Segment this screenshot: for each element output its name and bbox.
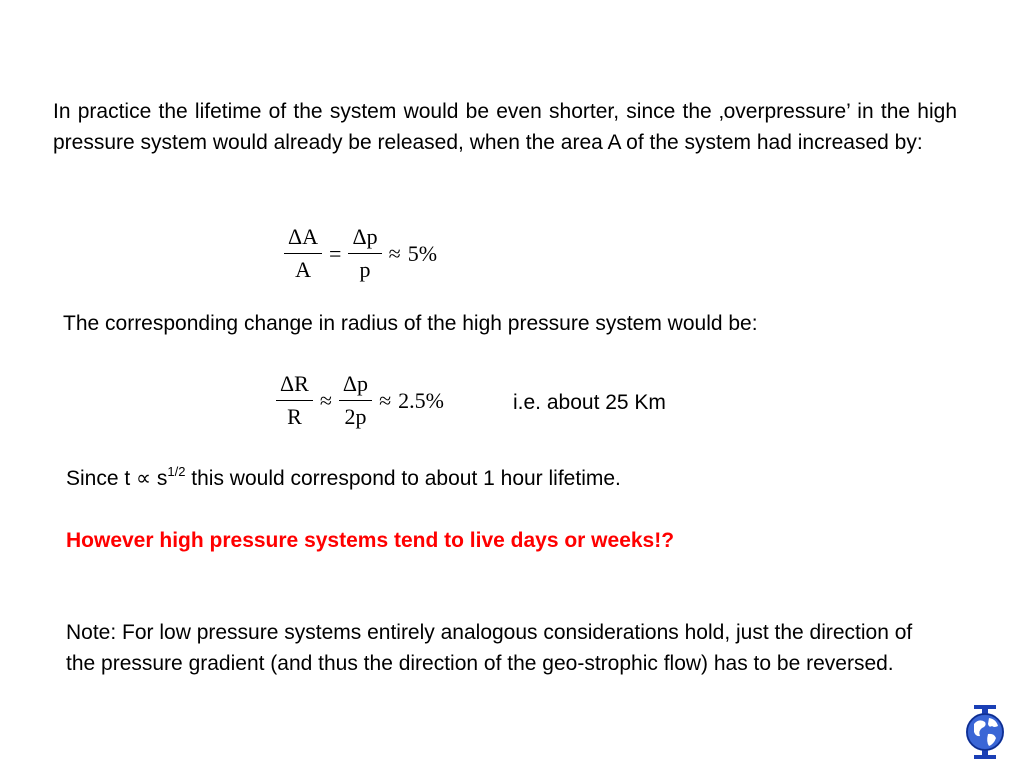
highlight-question: However high pressure systems tend to live days or weeks!? bbox=[66, 529, 675, 552]
area-numerator: ΔA bbox=[284, 224, 322, 254]
pressure-denominator: p bbox=[359, 257, 371, 282]
pressure-numerator: Δp bbox=[348, 224, 381, 254]
note-paragraph: Note: For low pressure systems entirely analogous considerations hold, just the direction of the pressure gradient (and thus the direction of the geo-strophic flow) has to be reversed. bbox=[66, 621, 913, 675]
globe-logo-icon bbox=[960, 704, 1010, 760]
approx-sign-2: ≈ bbox=[379, 387, 392, 413]
exponent: 1/2 bbox=[167, 464, 186, 479]
radius-ratio-equation bbox=[276, 371, 444, 430]
half-pressure-fraction bbox=[339, 371, 372, 430]
approx-sign: ≈ bbox=[319, 387, 332, 413]
area-denominator: A bbox=[295, 257, 311, 282]
equals-sign: = bbox=[329, 240, 342, 266]
radius-fraction bbox=[276, 371, 313, 430]
intro-paragraph: In practice the lifetime of the system would be even shorter, since the ‚overpressure’ in the high pressure system would already be released, when the area A of the system had increased by: bbox=[53, 100, 957, 154]
radius-km-note: i.e. about 25 Km bbox=[513, 391, 666, 414]
half-pressure-denominator: 2p bbox=[344, 404, 367, 429]
pressure-fraction bbox=[348, 224, 381, 283]
radius-paragraph: The corresponding change in radius of the high pressure system would be: bbox=[63, 312, 758, 335]
area-ratio-value: 5% bbox=[407, 240, 438, 266]
radius-denominator: R bbox=[287, 404, 302, 429]
area-fraction bbox=[284, 224, 322, 283]
lifetime-paragraph bbox=[66, 463, 621, 494]
half-pressure-numerator: Δp bbox=[339, 371, 372, 401]
lifetime-prefix: Since t ∝ s bbox=[66, 467, 168, 490]
lifetime-suffix: this would correspond to about 1 hour lifetime. bbox=[185, 467, 621, 490]
radius-numerator: ΔR bbox=[276, 371, 313, 401]
approx-sign: ≈ bbox=[388, 240, 401, 266]
area-ratio-equation bbox=[284, 224, 437, 283]
radius-ratio-value: 2.5% bbox=[398, 387, 444, 413]
